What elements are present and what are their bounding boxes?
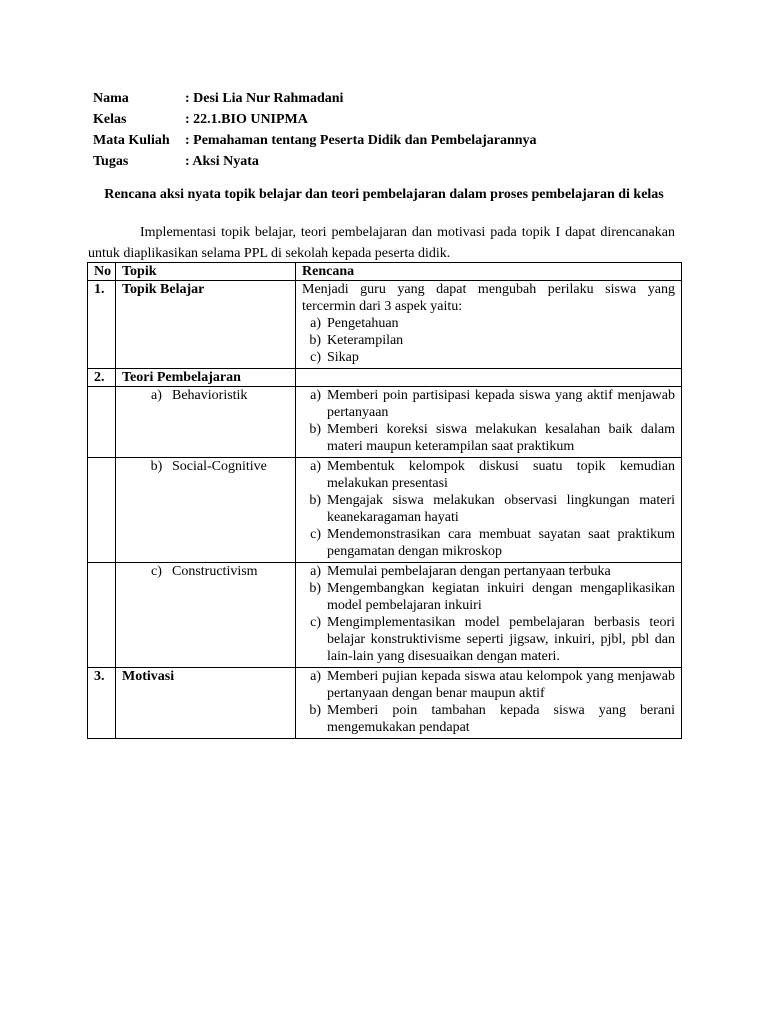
plan-intro: Menjadi guru yang dapat mengubah perilaku siswa yang tercermin dari 3 aspek yaitu: <box>302 282 675 314</box>
table-header-row <box>88 263 682 281</box>
subtopic-cell <box>116 563 296 668</box>
plan-cell <box>296 387 682 458</box>
list-item <box>302 526 675 560</box>
item-marker: b) <box>309 581 321 596</box>
subtopic-cell <box>116 458 296 563</box>
intro-paragraph: Implementasi topik belajar, teori pembelajaran dan motivasi pada topik I dapat direncanakan untuk diaplikasikan selama PPL di sekolah kepada peserta didik. <box>88 225 675 261</box>
list-item <box>302 668 675 702</box>
list-item <box>302 349 675 366</box>
plan-cell <box>296 369 682 387</box>
list-item <box>302 614 675 665</box>
row-number: 2. <box>88 369 116 387</box>
item-text: Mengimplementasikan model pembelajaran berbasis teori belajar konstruktivisme seperti jigsaw, inkuiri, pjbl, pbl dan lain-lain yang disesuaikan dengan materi. <box>327 615 675 664</box>
row-number <box>88 458 116 563</box>
list-item <box>302 458 675 492</box>
identity-value: : Desi Lia Nur Rahmadani <box>185 91 344 106</box>
item-marker: c) <box>310 527 321 542</box>
plan-cell <box>296 458 682 563</box>
topic-name: Topik Belajar <box>116 281 296 369</box>
identity-label: Tugas <box>93 154 129 169</box>
table-row <box>88 281 682 369</box>
item-marker: a) <box>310 669 321 684</box>
row-number <box>88 563 116 668</box>
list-item <box>302 580 675 614</box>
item-marker: c) <box>310 350 321 365</box>
list-item <box>302 332 675 349</box>
item-marker: b) <box>309 493 321 508</box>
item-text: Sikap <box>327 350 359 365</box>
item-text: Membentuk kelompok diskusi suatu topik kemudian melakukan presentasi <box>327 459 675 491</box>
item-marker: a) <box>310 459 321 474</box>
table-row <box>88 563 682 668</box>
item-text: Mengembangkan kegiatan inkuiri dengan mengaplikasikan model pembelajaran inkuiri <box>327 581 675 613</box>
list-item <box>302 387 675 421</box>
item-text: Pengetahuan <box>327 316 399 331</box>
list-item <box>302 563 675 580</box>
header-topik: Topik <box>116 263 296 281</box>
subtopic-name: Social-Cognitive <box>172 459 267 474</box>
item-text: Memberi poin partisipasi kepada siswa yang aktif menjawab pertanyaan <box>327 388 675 420</box>
subtopic-marker: c) <box>151 564 162 579</box>
item-text: Keterampilan <box>327 333 404 348</box>
subtopic-item <box>122 387 289 404</box>
table-row <box>88 458 682 563</box>
identity-row-mata-kuliah <box>93 130 537 151</box>
identity-value: : 22.1.BIO UNIPMA <box>185 112 308 127</box>
header-rencana: Rencana <box>296 263 682 281</box>
identity-label: Kelas <box>93 112 127 127</box>
identity-value: : Aksi Nyata <box>185 154 259 169</box>
item-marker: c) <box>310 615 321 630</box>
list-item <box>302 315 675 332</box>
identity-block <box>93 88 537 172</box>
table-row <box>88 668 682 739</box>
list-item <box>302 702 675 736</box>
list-item <box>302 492 675 526</box>
item-marker: b) <box>309 333 321 348</box>
item-marker: a) <box>310 316 321 331</box>
plan-cell <box>296 281 682 369</box>
plan-cell <box>296 563 682 668</box>
subtopic-marker: b) <box>150 459 163 474</box>
item-marker: a) <box>310 388 321 403</box>
identity-value: : Pemahaman tentang Peserta Didik dan Pembelajarannya <box>185 133 537 148</box>
table-row <box>88 369 682 387</box>
item-text: Memberi poin tambahan kepada siswa yang berani mengemukakan pendapat <box>327 703 675 735</box>
item-text: Memberi pujian kepada siswa atau kelompok yang menjawab pertanyaan dengan benar maupun aktif <box>327 669 675 701</box>
document-heading: Rencana aksi nyata topik belajar dan teori pembelajaran dalam proses pembelajaran di kelas <box>104 187 664 202</box>
item-text: Mengajak siswa melakukan observasi lingkungan materi keanekaragaman hayati <box>327 493 675 525</box>
item-text: Memberi koreksi siswa melakukan kesalahan baik dalam materi maupun keterampilan saat praktikum <box>327 422 675 454</box>
header-no: No <box>88 263 116 281</box>
subtopic-name: Behavioristik <box>172 388 248 403</box>
row-number: 3. <box>88 668 116 739</box>
list-item <box>302 421 675 455</box>
item-text: Mendemonstrasikan cara membuat sayatan saat praktikum pengamatan dengan mikroskop <box>327 527 675 559</box>
item-marker: a) <box>310 564 321 579</box>
item-text: Memulai pembelajaran dengan pertanyaan terbuka <box>327 564 611 579</box>
topic-name: Teori Pembelajaran <box>116 369 296 387</box>
subtopic-cell <box>116 387 296 458</box>
plan-cell <box>296 668 682 739</box>
identity-label: Nama <box>93 91 129 106</box>
subtopic-item <box>122 563 289 580</box>
row-number: 1. <box>88 281 116 369</box>
identity-label: Mata Kuliah <box>93 133 170 148</box>
subtopic-item <box>122 458 289 475</box>
subtopic-name: Constructivism <box>172 564 258 579</box>
table-row <box>88 387 682 458</box>
item-marker: b) <box>309 422 321 437</box>
identity-row-nama <box>93 88 537 109</box>
identity-row-tugas <box>93 151 537 172</box>
subtopic-marker: a) <box>151 388 162 403</box>
topic-name: Motivasi <box>116 668 296 739</box>
item-marker: b) <box>309 703 321 718</box>
plan-table <box>87 262 682 739</box>
identity-row-kelas <box>93 109 537 130</box>
row-number <box>88 387 116 458</box>
